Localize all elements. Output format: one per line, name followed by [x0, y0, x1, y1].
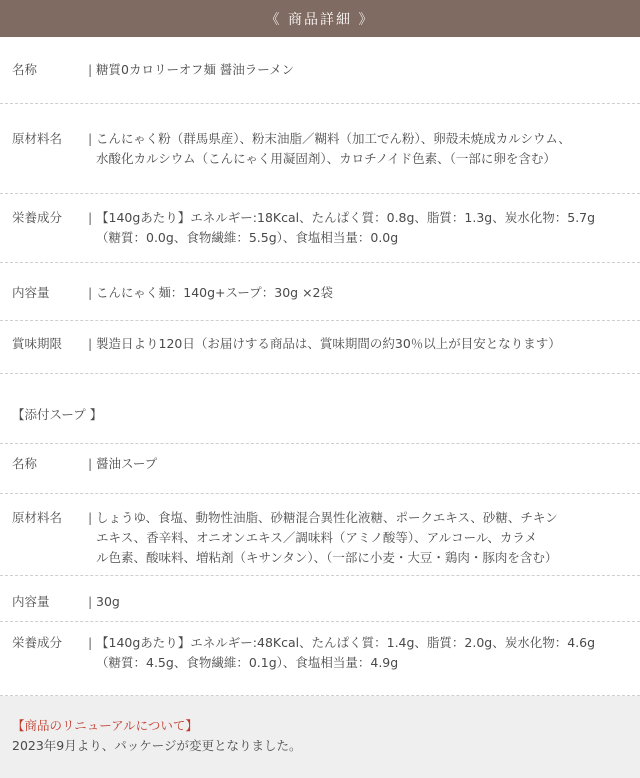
section-title: 【添付スープ 】 — [12, 406, 103, 422]
product-row-name — [0, 37, 640, 104]
value-line: 醤油スープ — [96, 456, 158, 471]
row-separator: | — [88, 635, 93, 650]
header-title: 《 商品詳細 》 — [265, 11, 375, 28]
row-separator: | — [88, 336, 93, 351]
row-value — [96, 208, 630, 248]
notice-text: 2023年9月より、パッケージが変更となりました。 — [12, 738, 302, 753]
value-line: （糖質：4.5g、食物繊維：0.1g）、食塩相当量：4.9g — [96, 655, 399, 670]
value-line: こんにゃく粉（群馬県産）、粉末油脂／糊料（加工でん粉）、卵殻未焼成カルシウム、 — [96, 131, 571, 146]
row-separator: | — [88, 594, 93, 609]
value-line: 製造日より120日（お届けする商品は、賞味期間の約30％以上が目安となります） — [96, 336, 561, 351]
row-value — [96, 508, 630, 568]
value-line: こんにゃく麺：140g+スープ：30g ×2袋 — [96, 285, 334, 300]
soup-section-title — [0, 374, 640, 444]
row-label: 栄養成分 — [12, 635, 63, 650]
notice-title: 【商品のリニューアルについて】 — [12, 718, 198, 733]
soup-row-nutrition — [0, 622, 640, 696]
row-value — [96, 60, 630, 80]
row-value — [96, 129, 630, 169]
value-line: 【140gあたり】エネルギー:48Kcal、たんぱく質：1.4g、脂質：2.0g、炭水化物：4.6g — [96, 635, 596, 650]
page-header — [0, 0, 640, 37]
value-line: しょうゆ、食塩、動物性油脂、砂糖混合異性化液糖、ポークエキス、砂糖、チキン — [96, 510, 558, 525]
value-line: 糖質0カロリーオフ麺 醤油ラーメン — [96, 62, 295, 77]
row-label: 原材料名 — [12, 510, 63, 525]
renewal-notice — [0, 696, 640, 778]
value-line: （糖質：0.0g、食物繊維：5.5g）、食塩相当量：0.0g — [96, 230, 399, 245]
value-line: エキス、香辛料、オニオンエキス／調味料（アミノ酸等）、アルコール、カラメ — [96, 530, 538, 545]
row-label: 栄養成分 — [12, 210, 63, 225]
row-separator: | — [88, 62, 93, 77]
row-value — [96, 592, 630, 612]
row-value — [96, 334, 630, 354]
soup-row-name — [0, 444, 640, 494]
row-value — [96, 283, 630, 303]
value-line: 水酸化カルシウム（こんにゃく用凝固剤）、カロチノイド色素、（一部に卵を含む） — [96, 151, 556, 166]
row-label: 名称 — [12, 456, 38, 471]
value-line: 30g — [96, 594, 120, 609]
row-value — [96, 633, 630, 673]
row-separator: | — [88, 210, 93, 225]
product-row-nutrition — [0, 194, 640, 263]
product-row-ingredients — [0, 104, 640, 194]
product-row-contents — [0, 263, 640, 321]
product-row-expiry — [0, 321, 640, 374]
row-separator: | — [88, 456, 93, 471]
row-separator: | — [88, 510, 93, 525]
row-value — [96, 454, 630, 474]
soup-row-ingredients — [0, 494, 640, 576]
row-separator: | — [88, 285, 93, 300]
row-label: 内容量 — [12, 594, 50, 609]
row-label: 賞味期限 — [12, 336, 63, 351]
row-label: 原材料名 — [12, 131, 63, 146]
value-line: ル色素、酸味料、増粘剤（キサンタン）、（一部に小麦・大豆・鶏肉・豚肉を含む） — [96, 550, 558, 565]
value-line: 【140gあたり】エネルギー:18Kcal、たんぱく質：0.8g、脂質：1.3g、炭水化物：5.7g — [96, 210, 596, 225]
row-label: 名称 — [12, 62, 38, 77]
soup-row-contents — [0, 576, 640, 622]
row-separator: | — [88, 131, 93, 146]
row-label: 内容量 — [12, 285, 50, 300]
